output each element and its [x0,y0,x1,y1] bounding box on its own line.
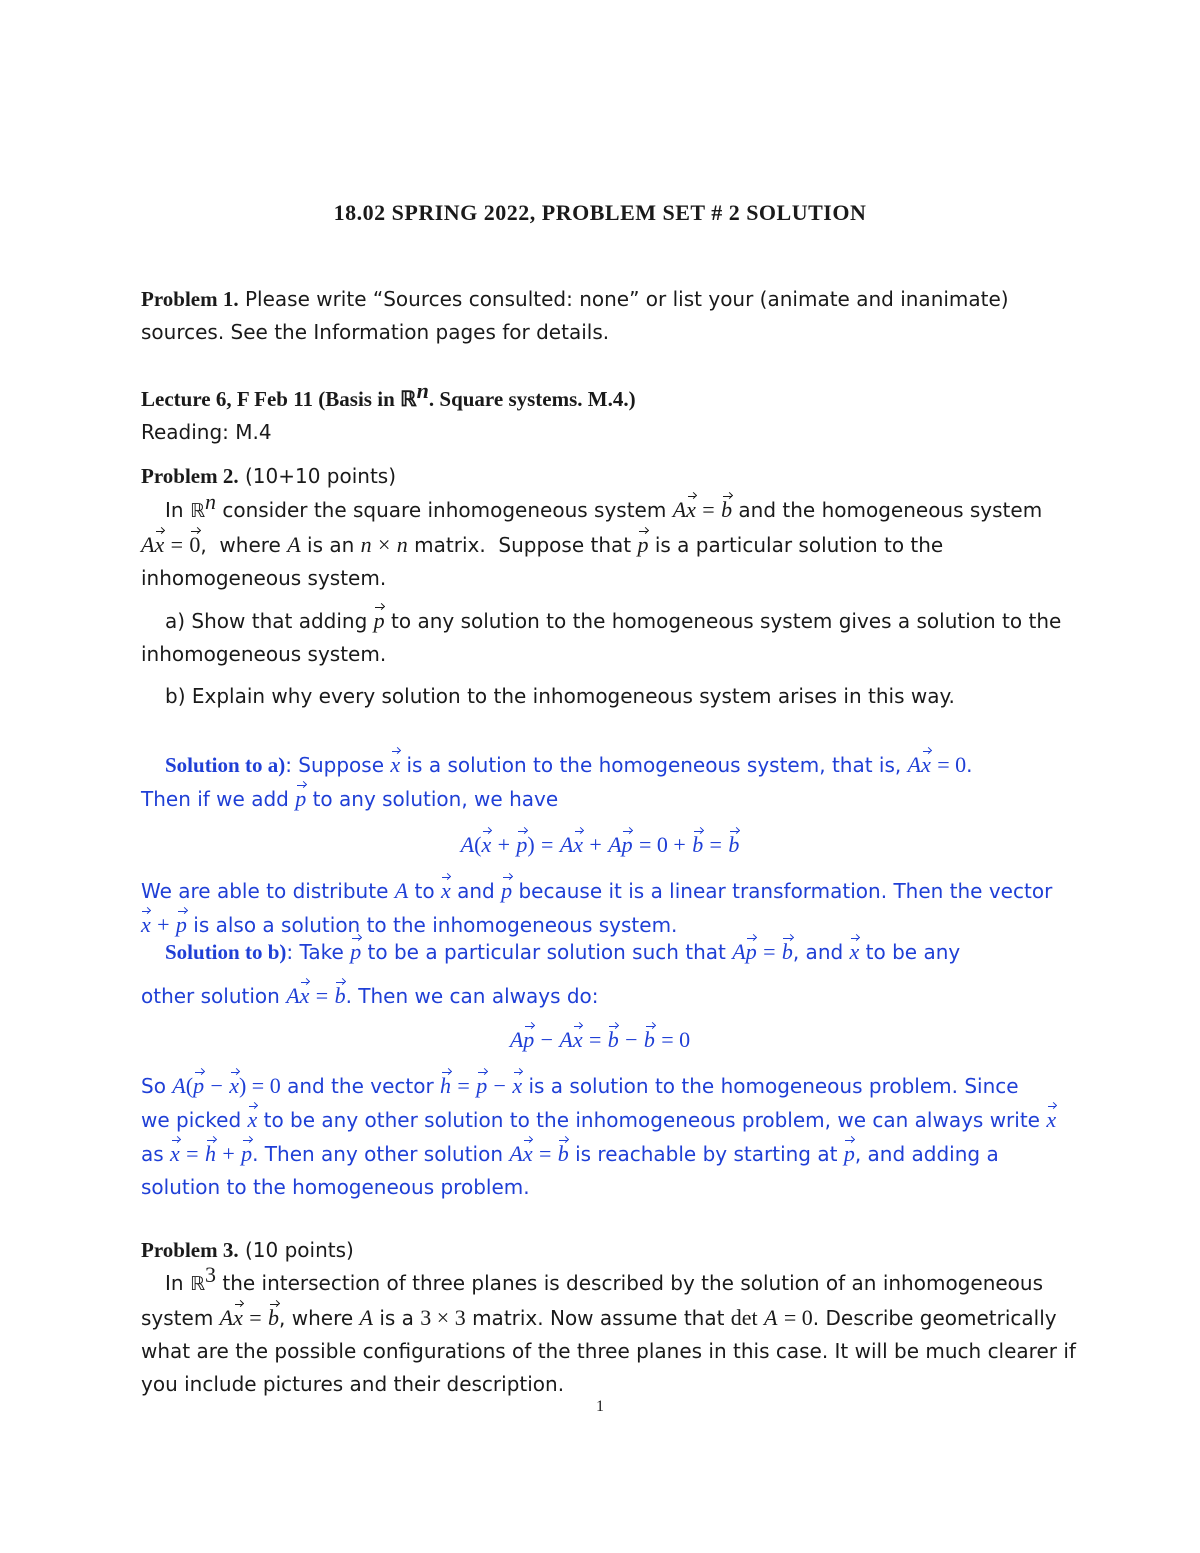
problem-1-text-line2: sources. See the Information pages for details. [141,320,610,344]
solution-b-line3: So A(p − x) = 0 and the vector h = p − x is a solution to the homogeneous problem. Since [141,1069,1059,1103]
solution-a-line3: We are able to distribute A to x and p because it is a linear transformation. Then the vector [141,874,1059,908]
problem-2-statement-line1: In ℝ$^n$ consider the square inhomogeneous system Ax = b and the homogeneous system [141,493,1059,528]
lecture-heading: Lecture 6, F Feb 11 (Basis in ℝ$^n$. Square systems. M.4.) Reading: M.4 [141,378,636,444]
problem-3-line3: what are the possible configurations of the three planes in this case. It will be much clearer if [141,1339,1076,1363]
problem-2-statement-line2: Ax = 0, where A is an n × n matrix. Suppose that p is a particular solution to the [141,528,1059,562]
lecture-title-a: Lecture 6, F Feb 11 (Basis in [141,387,400,411]
problem-2-part-b [141,680,1059,713]
problem-1-label: Problem 1. [141,287,239,311]
problem-3 [141,1234,1076,1401]
problem-2-part-a: a) Show that adding p to any solution to the homogeneous system gives a solution to the inhomogeneous system. [141,604,1059,671]
page-title: 18.02 SPRING 2022, PROBLEM SET # 2 SOLUTION [333,200,867,225]
problem-1-text-line1: Please write “Sources consulted: none” or list your (animate and inanimate) [244,287,1009,311]
reading-line: Reading: M.4 [141,420,272,444]
solution-a-line4: x + p is also a solution to the inhomogeneous system. [141,908,1059,942]
solution-b [141,935,1059,1204]
solution-a-line2: Then if we add p to any solution, we have [141,782,1059,816]
solution-a-equation: A(x + p) = Ax + Ap = 0 + b = b [141,828,1059,862]
problem-1 [141,283,1059,349]
problem-3-points: (10 points) [244,1238,354,1262]
problem-3-label: Problem 3. [141,1238,239,1262]
problem-3-line1: In ℝ$^3$ the intersection of three planes is described by the solution of an inhomogeneous [165,1262,1044,1295]
solution-a-label: Solution to a) [165,753,286,777]
solution-a [141,748,1059,942]
problem-2-statement-line3: inhomogeneous system. [141,566,387,590]
solution-b-line5: as x = h + p. Then any other solution Ax = b is reachable by starting at p, and adding a [141,1137,1059,1171]
solution-b-line4: we picked x to be any other solution to the inhomogeneous problem, we can always write x [141,1103,1059,1137]
problem-3-line2: system Ax = b, where A is a 3 × 3 matrix. Now assume that det A = 0. Describe geometrically [141,1301,1059,1335]
problem-2 [141,460,1059,595]
part-b-text: b) Explain why every solution to the inhomogeneous system arises in this way. [165,684,955,708]
solution-b-line2: other solution Ax = b. Then we can always do: [141,979,1059,1013]
part-a-text-line2: inhomogeneous system. [141,642,387,666]
problem-2-points: (10+10 points) [244,464,397,488]
solution-b-line6: solution to the homogeneous problem. [141,1175,530,1199]
part-a-text-rest: to any solution to the homogeneous system gives a solution to the [391,609,1062,633]
problem-2-label: Problem 2. [141,464,239,488]
part-a-text: a) Show that adding [165,609,368,633]
solution-b-label: Solution to b) [165,940,287,964]
solution-b-line1: Solution to b): Take p to be a particular solution such that Ap = b, and x to be any [141,935,1059,969]
problem-3-line4: you include pictures and their description. [141,1372,565,1396]
page-number: 1 [596,1398,604,1415]
solution-b-equation: Ap − Ax = b − b = 0 [141,1023,1059,1057]
lecture-title-b: . Square systems. M.4.) [428,387,636,411]
solution-a-line1: Solution to a): Suppose x is a solution to the homogeneous system, that is, Ax = 0. [141,748,1059,782]
